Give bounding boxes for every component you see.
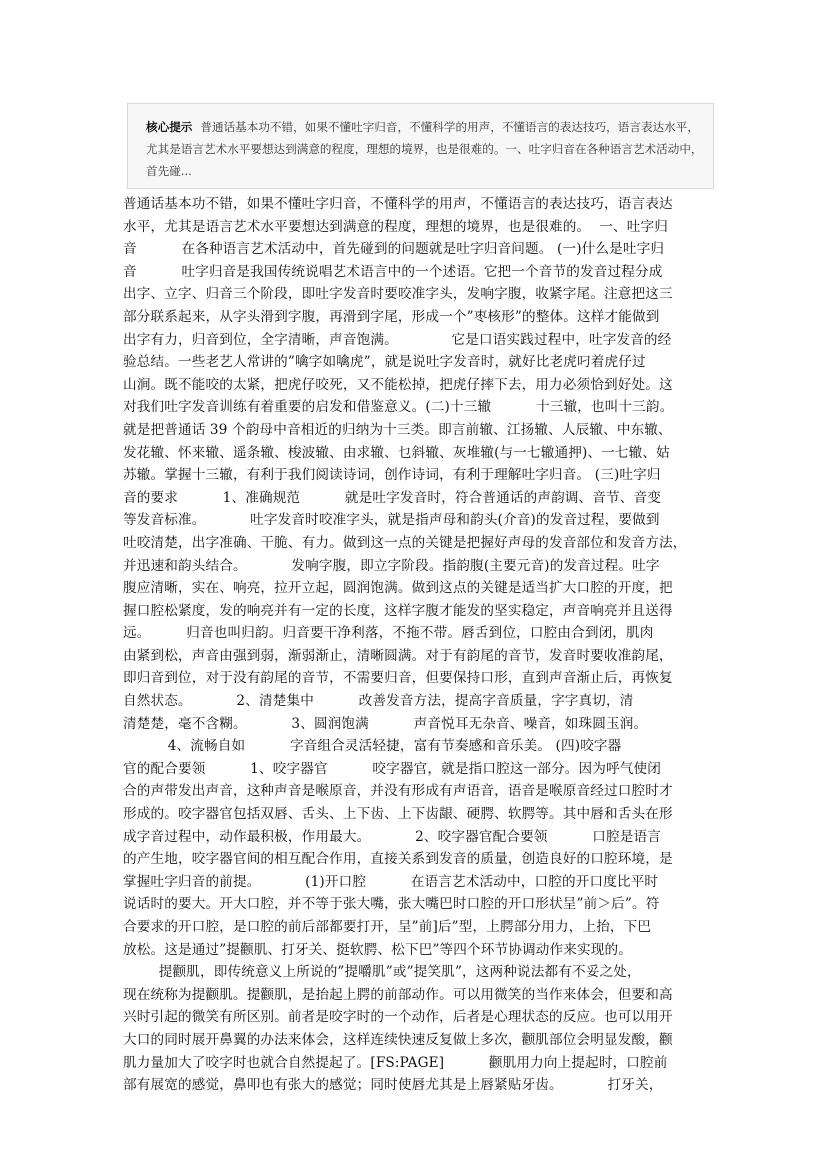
- body-line: 自然状态。 2、清楚集中 改善发音方法，提高字音质量，字字真切，清: [123, 693, 634, 710]
- body-line: 对我们吐字发音训练有着重要的启发和借鉴意义。(二)十三辙 十三辙，也叫十三韵。: [123, 399, 674, 416]
- body-line: 由紧到松，声音由强到弱，渐弱渐止，清晰圆满。对于有韵尾的音节，发音时要收准韵尾，: [123, 647, 673, 664]
- body-line: 就是把普通话 39 个韵母中音相近的归纳为十三类。即言前辙、江扬辙、人辰辙、中东辙、: [123, 421, 672, 438]
- body-line: 合的声带发出声音，这种声音是喉原音，并没有形成有声语音，语音是喉原音经过口腔时才: [123, 783, 673, 800]
- body-line: 说话时的要大。开大口腔，并不等于张大嘴，张大嘴巴时口腔的开口形状呈”前＞后”。符: [123, 896, 660, 913]
- body-line: 出字、立字、归音三个阶段，即吐字发音时要咬准字头，发响字腹，收紧字尾。注意把这三: [123, 286, 673, 303]
- body-line: 腹应清晰，实在、响亮，拉开立起，圆润饱满。做到这点的关键是适当扩大口腔的开度，把: [123, 580, 673, 597]
- body-line: 等发音标准。 吐字发音时咬准字头，就是指声母和韵头(介音)的发音过程，要做到: [123, 512, 660, 529]
- body-line: 音 吐字归音是我国传统说唱艺术语言中的一个述语。它把一个音节的发音过程分成: [123, 263, 663, 280]
- body-line: 提颧肌，即传统意义上所说的”提嚼肌”或”提笑肌”，这两种说法都有不妥之处，: [123, 964, 641, 981]
- body-line: 放松。这是通过”提颧肌、打牙关、挺软腭、松下巴”等四个环节协调动作来实现的。: [123, 941, 632, 958]
- body-line: 吐咬清楚，出字准确、干脆、有力。做到这一点的关键是把握好声母的发音部位和发音方法，: [123, 534, 687, 551]
- body-line: 的产生地，咬字器官间的相互配合作用，直接关系到发音的质量，创造良好的口腔环境，是: [123, 851, 673, 868]
- body-line: 并迅速和韵头结合。 发响字腹，即立字阶段。指韵腹(主要元音)的发音过程。吐字: [123, 557, 660, 574]
- body-line: 验总结。一些老艺人常讲的”噙字如噙虎”，就是说吐字发音时，就好比老虎叼着虎仔过: [123, 354, 646, 371]
- body-line: 合要求的开口腔，是口腔的前后部都要打开，呈”前]后”型，上腭部分用力，上抬，下巴: [123, 919, 652, 935]
- body-line: 远。 归音也叫归韵。归音要干净利落，不拖不带。唇舌到位，口腔由合到闭，肌肉: [123, 625, 654, 642]
- body-line: 兴时引起的微笑有所区别。前者是咬字时的一个动作，后者是心理状态的反应。也可以用开: [123, 1009, 673, 1026]
- body-line: 肌力量加大了咬字时也就合自然提起了。[FS:PAGE] 颧肌用力向上提起时，口腔前: [123, 1054, 668, 1071]
- body-line: 部分联系起来，从字头滑到字腹，再滑到字尾，形成一个”枣核形”的整体。这样才能做到: [123, 308, 660, 325]
- body-line: 发花辙、怀来辙、遥条辙、梭波辙、由求辙、乜斜辙、灰堆辙(与一七辙通押)、一七辙、姑: [123, 444, 670, 461]
- summary-label: 核心提示: [146, 120, 193, 134]
- body-line: 音 在各种语言艺术活动中，首先碰到的问题就是吐字归音问题。 (一)什么是吐字归: [123, 241, 665, 258]
- body-line: 部有展宽的感觉，鼻叩也有张大的感觉；同时使唇尤其是上唇紧贴牙齿。 打牙关，: [123, 1077, 663, 1094]
- body-line: 成字音过程中，动作最积极，作用最大。 2、咬字器官配合要领 口腔是语言: [123, 828, 662, 845]
- body-line: 大口的同时展开鼻翼的办法来体会，这样连续快速反复做上多次，颧肌部位会明显发酸，颧: [123, 1031, 673, 1048]
- summary-box: [127, 103, 714, 189]
- body-line: 形成的。咬字器官包括双唇、舌头、上下齿、上下齿龈、硬腭、软腭等。其中唇和舌头在形: [123, 806, 673, 823]
- article-body: [123, 193, 709, 1097]
- body-line: 普通话基本功不错，如果不懂吐字归音，不懂科学的用声，不懂语言的表达技巧，语言表达: [123, 196, 673, 212]
- body-line: 握口腔松紧度，发的响亮并有一定的长度，这样字腹才能发的坚实稳定，声音响亮并且送得: [123, 602, 673, 619]
- body-line: 掌握吐字归音的前提。 (1)开口腔 在语言艺术活动中，口腔的开口度比平时: [123, 873, 659, 890]
- body-line: 4、流畅自如 字音组合灵活轻捷，富有节奏感和音乐美。 (四)咬字器: [123, 738, 622, 755]
- body-line: 苏辙。掌握十三辙，有利于我们阅读诗词，创作诗词，有利于理解吐字归音。 (三)吐字归: [123, 467, 661, 484]
- body-line: 水平，尤其是语言艺术水平要想达到满意的程度，理想的境界，也是很难的。 一、吐字归: [123, 218, 668, 235]
- body-line: 官的配合要领 1、咬字器官 咬字器官，就是指口腔这一部分。因为呼气使闭: [123, 760, 662, 777]
- summary-text: 普通话基本功不错，如果不懂吐字归音，不懂科学的用声，不懂语言的表达技巧，语言表达水平，尤其是语言艺术水平要想达到满意的程度，理想的境界，也是很难的。一、吐字归音在各种语言艺术活动中，首先碰...: [146, 120, 703, 178]
- body-line: 出字有力，归音到位，全字清晰，声音饱满。 它是口语实践过程中，吐字发音的经: [123, 331, 672, 348]
- body-line: 即归音到位，对于没有韵尾的音节，不需要归音，但要保持口形，直到声音渐止后，再恢复: [123, 670, 673, 687]
- body-line: 清楚楚，毫不含糊。 3、圆润饱满 声音悦耳无杂音、噪音，如珠圆玉润。: [123, 715, 648, 732]
- body-line: 音的要求 1、准确规范 就是吐字发音时，符合普通话的声韵调、音节、音变: [123, 489, 662, 506]
- body-line: 现在统称为提颧肌。提颧肌，是抬起上腭的前部动作。可以用微笑的当作来体会，但要和高: [123, 986, 673, 1003]
- body-line: 山涧。既不能咬的太紧，把虎仔咬死，又不能松掉，把虎仔摔下去，用力必须恰到好处。这: [123, 376, 673, 393]
